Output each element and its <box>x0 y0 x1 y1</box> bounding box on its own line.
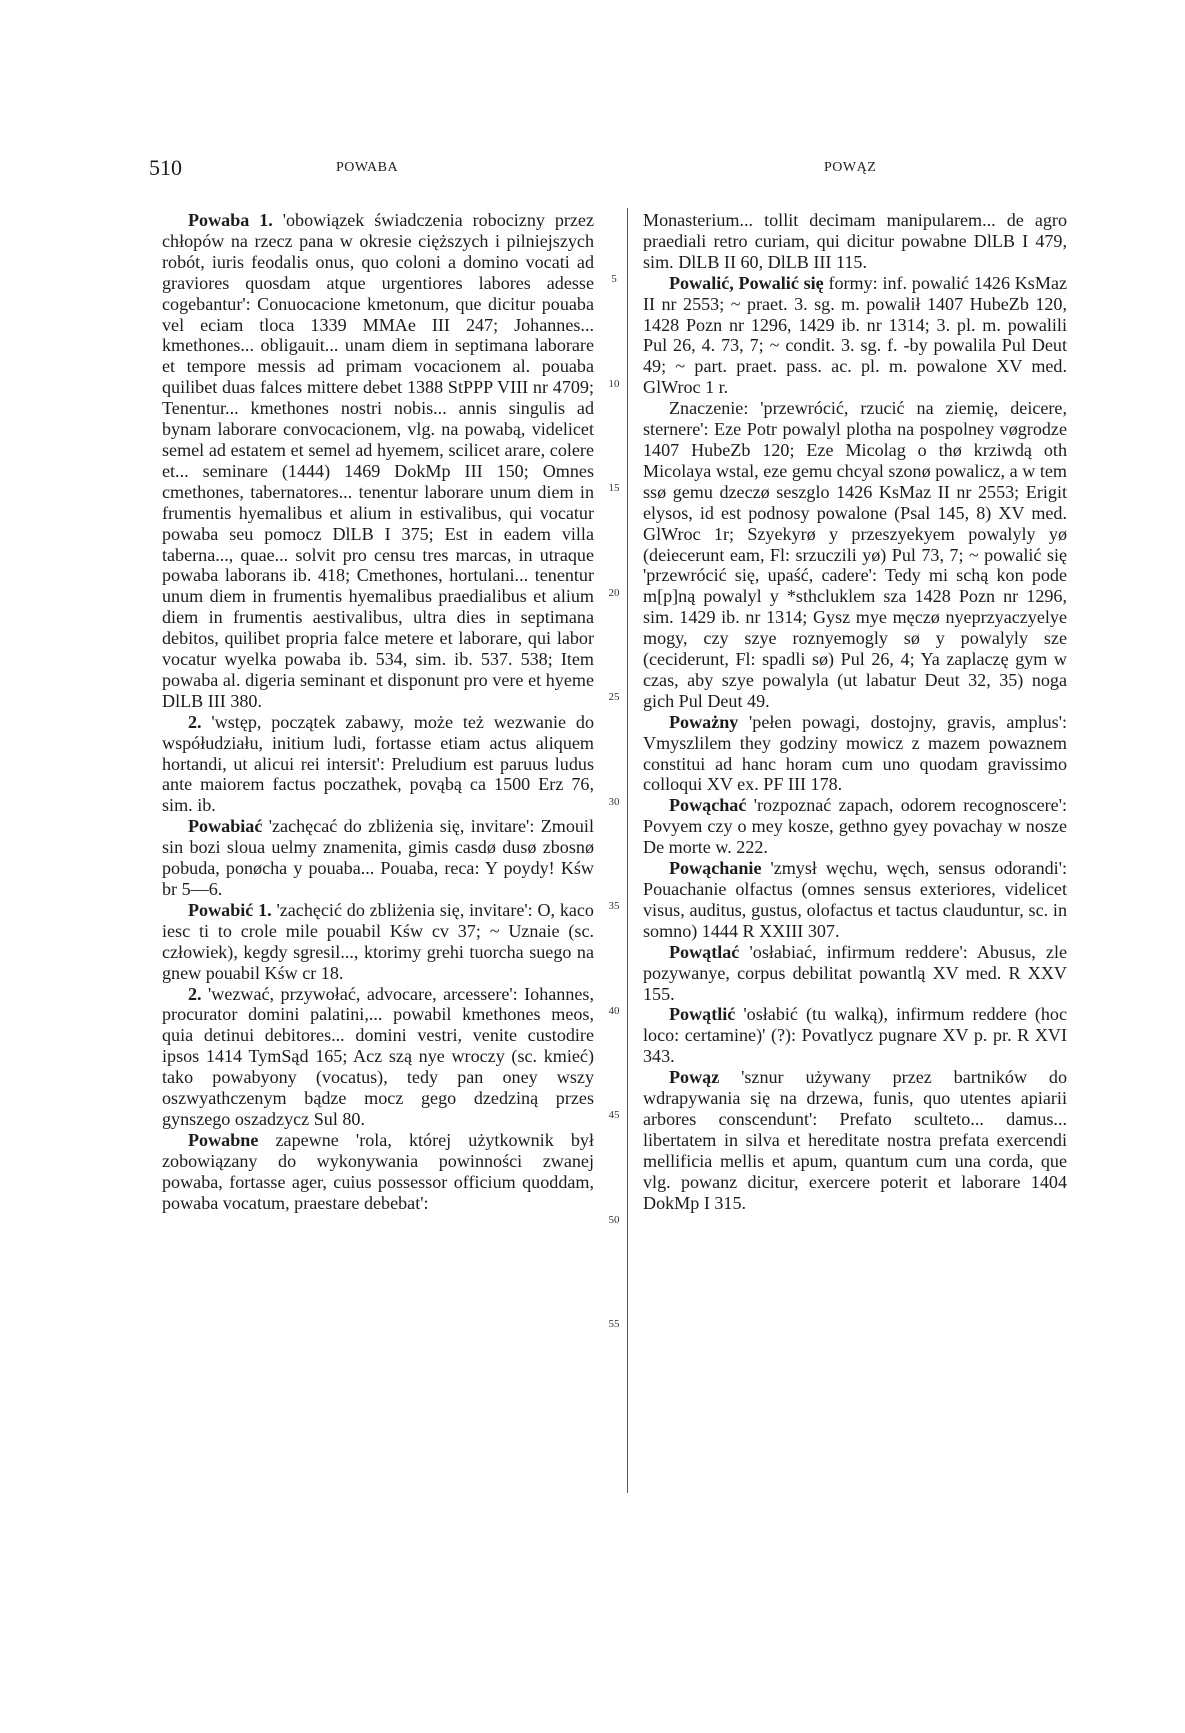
entry-powalic-meaning <box>643 398 1067 712</box>
entry-text: 'pełen powagi, dostojny, gravis, amplus': Vmyszlilem they godziny mowicz z mazem powaznem constitui ad hanc horam cum uno quodam gravissimo colloqui XV ex. PF III 178. <box>643 711 1067 795</box>
entry-powabic-1 <box>162 900 594 984</box>
entry-powabne <box>162 1130 594 1214</box>
sense-number: 2. <box>188 711 202 732</box>
entry-powatlac <box>643 942 1067 1005</box>
entry-powaz <box>643 1067 1067 1213</box>
entry-powabne-continued <box>643 210 1067 273</box>
line-number: 55 <box>608 1318 620 1330</box>
line-number: 5 <box>611 273 617 285</box>
entry-headword: Powątlić <box>669 1004 736 1025</box>
line-number: 30 <box>608 796 620 808</box>
entry-headword: Poważny <box>669 711 739 732</box>
line-number: 15 <box>608 482 620 494</box>
line-number: 35 <box>608 900 620 912</box>
column-divider <box>627 208 628 1493</box>
entry-text: 'osłabić (tu walką), infirmum reddere (hoc loco: certamine)' (?): Povatlycz pugnare XV p. pr. R XVI 343. <box>643 1004 1067 1067</box>
sense-number: 2. <box>188 983 202 1004</box>
entry-headword: Powąz <box>669 1067 720 1088</box>
line-number: 25 <box>608 691 620 703</box>
entry-headword: Powątlać <box>669 941 740 962</box>
entry-headword: Powąchać <box>669 795 747 816</box>
left-running-head: POWABA <box>336 160 399 175</box>
entry-text: 'osłabiać, infirmum reddere': Abusus, zle pozywanye, corpus debilitat powantlą XV med. R XXV 155. <box>643 941 1067 1004</box>
left-column <box>162 210 594 1214</box>
line-number: 10 <box>608 378 620 390</box>
entry-text: 'zachęcać do zbliżenia się, invitare': Zmouil sin bozi sloua uelmy znamenita, gimis casdø dusø zbosnø pobuda, ponøcha y pouaba... Pouaba, reca: Y poydy! Kśw br 5—6. <box>162 816 594 899</box>
entry-powabic-2 <box>162 984 594 1130</box>
entry-text: 'obowiązek świadczenia robocizny przez chłopów na rzecz pana w okresie cięższych i pilniejszych robót, iuris feodalis onus, quo coloni a domino vocati ad graviores quosdam atque urgentiores labores adesse cogebantur': Conuocacione kmetonum, que dicitur pouaba vel eciam tloca 1339 MMAe III 247; Johannes... kmethones... obligauit... unam diem in septimana laborare et tempore messis ad primam vocacionem al. pouaba quilibet duas falces mittere debet 1388 StPPP VIII nr 4709; Tenentur... kmethones nostri nobis... annis singulis ad bynam laborare convocacionem, vlg. na powabą, videlicet semel ad estatem et semel ad hyemem, scilicet arare, colere et... seminare (1444) 1469 DokMp III 150; Omnes cmethones, tabernatores... tenentur laborare unum diem in frumentis hyemalibus et alium in estivalibus, qui vocatur powaba seu pomocz DlLB I 375; Est in eadem villa taberna..., quae... solvit pro censu tres marcas, in utraque powaba laborans ib. 418; Cmethones, hortulani... tenentur unum diem in frumentis hyemalibus praedialibus et alium diem in frumentis aestivalibus, ultra dies in septimana debitos, quilibet propria falce metere et laborare, qui labor vocatur wyelka powaba ib. 534, sim. ib. 537. 538; Item powaba al. digeria seminant et disponunt pro vere et hyeme DlLB III 380. <box>162 210 594 711</box>
line-number: 50 <box>608 1214 620 1226</box>
entry-powalic <box>643 273 1067 398</box>
entry-text: zapewne 'rola, której użytkownik był zobowiązany do wykonywania powinności zwanej powaba, fortasse ager, cuius possessor officium quoddam, powaba vocatum, praestare debebat': <box>162 1129 594 1213</box>
entry-headword: Powabiać <box>188 816 263 837</box>
right-running-head: POWĄZ <box>824 160 877 175</box>
entry-text: 'zmysł węchu, węch, sensus odorandi': Pouachanie olfactus (omnes sensus exteriores, videlicet visus, auditus, gustus, olofactus et tactus clauduntur, sc. in somno) 1444 R XXIII 307. <box>643 858 1067 941</box>
entry-powabiac <box>162 816 594 900</box>
page-number: 510 <box>149 155 182 180</box>
entry-headword: Powabić 1. <box>188 899 272 920</box>
entry-text: 'rozpoznać zapach, odorem recognoscere': Povyem czy o mey kosze, gethno gyey povachay w nosze De morte w. 222. <box>643 795 1067 858</box>
entry-text: 'zachęcić do zbliżenia się, invitare': O, kaco iesc ti to crole mile pouabil Kśw cv 37; ~ Uznaie (sc. człowiek), kegdy sgresil..., ktorimy grehi tuorcha suego na gnew pouabil Kśw cr 18. <box>162 899 594 983</box>
entry-text: Znaczenie: 'przewrócić, rzucić na ziemię, deicere, sternere': Eze Potr powalyl plotha na pospolney vøgrodze 1407 HubeZb 120; Eze Micolag o thø krziwdą oth Micolaya wstal, eze gemu chcyal szonø powalicz, a w tem ssø gemu dzeczø seszglo 1426 KsMaz II nr 2553; Erigit elysos, id est podnosy powalone (Psal 145, 8) XV med. GlWroc 1r; Szyekyrø y przeszyekyem powalyly yø (deiecerunt eam, Fl: srzuczili yø) Pul 73, 7; ~ powalić się 'przewrócić się, upaść, cadere': Tedy mi schą kon pode m[p]ną powalyl y *sthcluklem sza 1428 Pozn nr 1296, sim. 1429 ib. nr 1314; Gysz mye męczø nyeprzyaczyelye mogy, czy szye roznyemogly sø y powalyly sze (ceciderunt, Fl: spadli sø) Pul 26, 4; Ya zaplaczę gym w czas, aby szye powalyla (ut labatur Deut 32, 35) noga gich Pul Deut 49. <box>643 398 1067 711</box>
entry-powaba-2 <box>162 712 594 817</box>
entry-text: 'wstęp, początek zabawy, może też wezwanie do współudziału, initium ludi, fortasse etiam actus aliquem hortandi, ut alicui rei intersit': Preludium est paruus ludus ante maiorem factus poczathek, povąbą ca 1500 Erz 76, sim. ib. <box>162 711 594 816</box>
entry-headword: Powabne <box>188 1129 259 1150</box>
entry-headword: Powaba 1. <box>188 210 273 230</box>
entry-powatlic <box>643 1004 1067 1067</box>
entry-powachac <box>643 795 1067 858</box>
line-number: 20 <box>608 587 620 599</box>
entry-text: 'sznur używany przez bartników do wdrapywania się na drzewa, funis, quo utentes apiarii arbores conscendunt': Prefato sculteto... damus... libertatem in silva et hereditate nostra prefata exercendi mellificia mellis et apum, quantum cum una corda, que vlg. powanz dicitur, exercere poterit et laborare 1404 DokMp I 315. <box>643 1067 1067 1213</box>
entry-text: 'wezwać, przywołać, advocare, arcessere': Iohannes, procurator domini palatini,... powabil kmethones meos, quia detinui debitores... domini vestri, venite custodire ipsos 1414 TymSąd 165; Acz szą nye wroczy (sc. kmieć) tako powabyony (vocatus), tedy pan oney wszy oszwyathczenym bądze mocz gego dzedziną przes gynszego oszadzycz Sul 80. <box>162 983 594 1129</box>
entry-headword: Powąchanie <box>669 858 762 879</box>
entry-powachanie <box>643 858 1067 942</box>
entry-text: formy: inf. powalić 1426 KsMaz II nr 2553; ~ praet. 3. sg. m. powalił 1407 HubeZb 120, 1428 Pozn nr 1296, 1429 ib. nr 1314; 3. pl. m. powalili Pul 26, 4. 73, 7; ~ condit. 3. sg. f. -by powalila Pul Deut 49; ~ part. praet. pass. ac. pl. m. powalone XV med. GlWroc 1 r. <box>643 272 1068 398</box>
line-number-gutter <box>603 0 625 1733</box>
line-number: 45 <box>608 1109 620 1121</box>
entry-headword: Powalić, Powalić się <box>669 272 824 293</box>
entry-text: Monasterium... tollit decimam manipularem... de agro praediali retro curiam, qui dicitur powabne DlLB I 479, sim. DlLB II 60, DlLB III 115. <box>643 210 1067 272</box>
entry-powazny <box>643 712 1067 796</box>
entry-powaba-1 <box>162 210 594 712</box>
page-header <box>0 155 1185 185</box>
line-number: 40 <box>608 1005 620 1017</box>
right-column <box>643 210 1067 1214</box>
